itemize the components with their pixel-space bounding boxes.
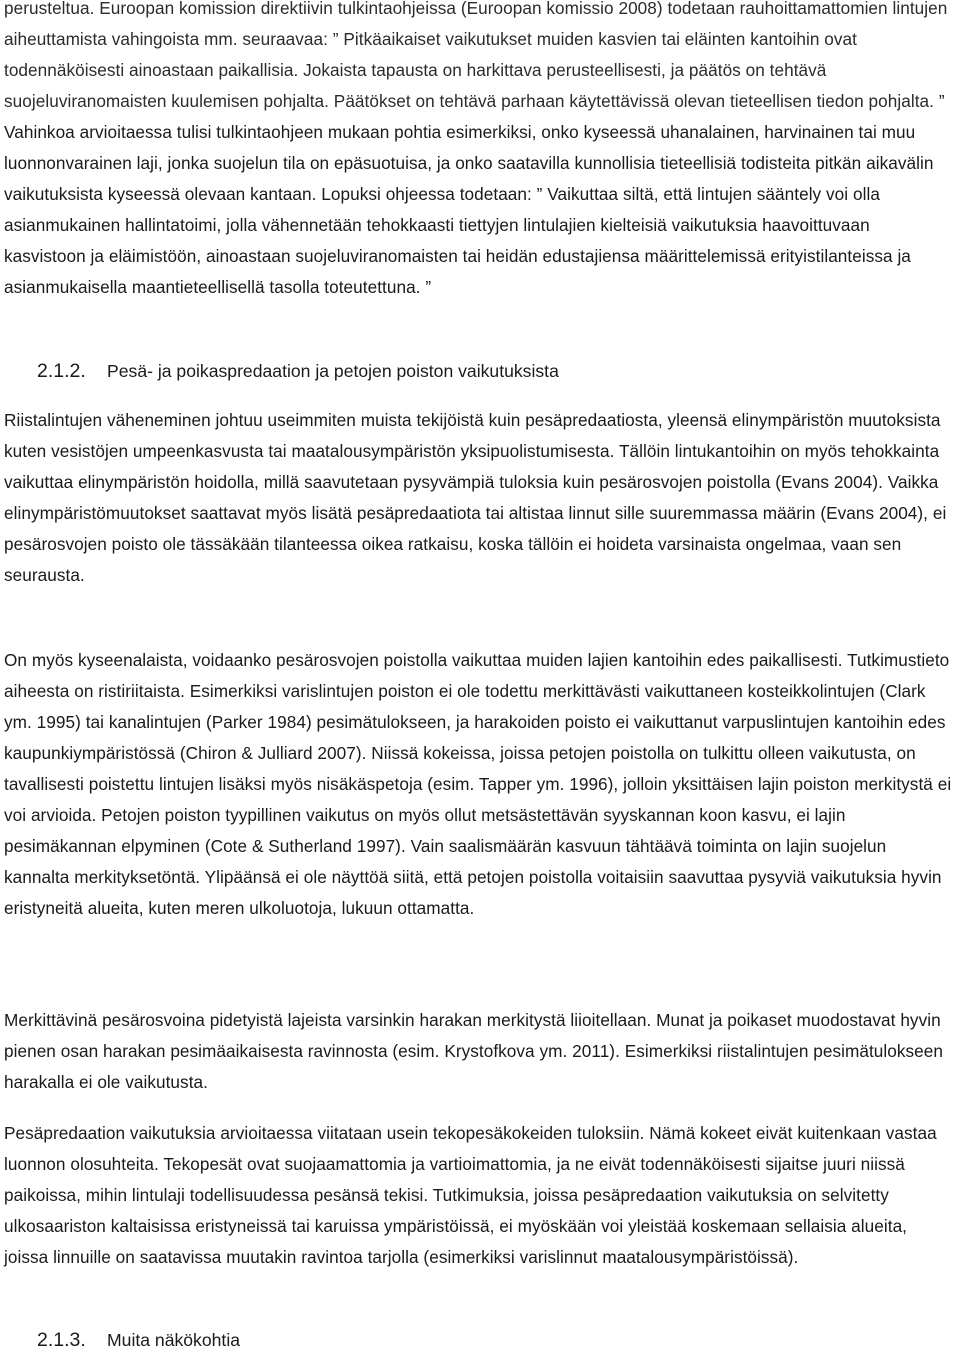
section-title: Muita näkökohtia bbox=[107, 1330, 241, 1350]
section-heading-other-aspects bbox=[37, 1325, 240, 1356]
paragraph-artificial-nest-experiments: Pesäpredaation vaikutuksia arvioitaessa viitataan usein tekopesäkokeiden tuloksiin. Nämä kokeet eivät kuitenkaan vastaa luonnon olosuhteita. Tekopesät ovat suojaamattomia ja vartioimattomia, ja ne eivät todennäköisesti sijaitse juuri niissä paikoissa, mihin lintulaji todellisuudessa pesänsä tekisi. Tutkimuksia, joissa pesäpredaation vaikutuksia on selvitetty ulkosaariston kaltaisissa eristyneissä tai karuissa ympäristöissä, ei myöskään voi yleistää koskemaan sellaisia alueita, joissa linnuille on saatavissa muutakin ravintoa tarjolla (esimerkiksi varislinnut maatalousympäristöissä). bbox=[4, 1123, 937, 1267]
paragraph-directive-guidance-part-a: perusteltua. Euroopan komission direktiivin tulkintaohjeissa (Euroopan komissio 2008) todetaan rauhoittamattomien lintujen aiheuttamista vahingoista mm. seuraavaa: ” Pitkäaikaiset vaikutukset muiden kasvien tai eläinten kantoihin ovat todennäköisesti ainoastaan paikallisia. Jokaista tapausta on harkittava perusteellisesti, ja päätös on tehtävä suojeluviranomaisten kuulemisen pohjalta. Päätökset on tehtävä parhaan käytettävissä olevan tieteellisen tiedon pohjalta. bbox=[4, 0, 948, 111]
section-heading-nest-predation bbox=[37, 356, 559, 387]
section-number: 2.1.3. bbox=[37, 1329, 86, 1351]
paragraph-magpie-significance: Merkittävinä pesärosvoina pidetyistä lajeista varsinkin harakan merkitystä liioitellaan. Munat ja poikaset muodostavat hyvin pienen osan harakan pesimäaikaisesta ravinnosta (esim. Krystofkova ym. 2011). Esimerkiksi riistalintujen pesimätulokseen harakalla ei ole vaikutusta. bbox=[4, 1010, 944, 1092]
paragraph-predator-removal-effects: On myös kyseenalaista, voidaanko pesärosvojen poistolla vaikuttaa muiden lajien kantoihin edes paikallisesti. Tutkimustieto aiheesta on ristiriitaista. Esimerkiksi varislintujen poiston ei ole todettu merkittävästi vaikuttaneen kosteikkolintujen (Clark ym. 1995) tai kanalintujen (Parker 1984) pesimätulokseen, ja harakoiden poisto ei vaikuttanut varpuslintujen kantoihin edes kaupunkiympäristössä (Chiron & Julliard 2007). Niissä kokeissa, joissa petojen poistolla on tulkittu olleen vaikutusta, on tavallisesti poistettu lintujen lisäksi myös nisäkäspetoja (esim. Tapper ym. 1996), jolloin yksittäisen lajin poiston merkitystä ei voi arvioida. Petojen poiston tyypillinen vaikutus on myös ollut metsästettävän syyskannan koon kasvu, ei lajin pesimäkannan elpyminen (Cote & Sutherland 1997). Vain saalismäärän kasvuun tähtäävä toiminta on lajin suojelun kannalta merkityksetöntä. Ylipäänsä ei ole näyttöä siitä, että petojen poistolla voitaisiin saavuttaa pysyviä vaikutuksia hyvin eristyneitä alueita, kuten meren ulkoluotoja, lukuun ottamatta. bbox=[4, 650, 952, 918]
section-number: 2.1.2. bbox=[37, 360, 86, 382]
paragraph-game-bird-decline: Riistalintujen väheneminen johtuu useimmiten muista tekijöistä kuin pesäpredaatiosta, yleensä elinympäristön muutoksista kuten vesistöjen umpeenkasvusta tai maatalousympäristön yksipuolistumisesta. Tällöin lintukantoihin on myös tehokkainta vaikuttaa elinympäristön hoidolla, millä saavutetaan pysyvämpiä tuloksia kuin pesärosvojen poistolla (Evans 2004). Vaikka elinympäristömuutokset saattavat myös lisätä pesäpredaatiota tai altistaa linnut sille suuremmassa määrin (Evans 2004), ei pesärosvojen poisto ole tässäkään tilanteessa oikea ratkaisu, koska tällöin ei hoideta varsinaista ongelmaa, vaan sen seurausta. bbox=[4, 410, 947, 585]
paragraph-directive-guidance bbox=[4, 0, 956, 303]
section-title: Pesä- ja poikaspredaation ja petojen poiston vaikutuksista bbox=[107, 361, 559, 381]
paragraph-directive-guidance-part-b: ” Vahinkoa arvioitaessa tulisi tulkintaohjeen mukaan pohtia esimerkiksi, onko kyseessä uhanalainen, harvinainen tai muu luonnonvarainen laji, jonka suojelun tila on epäsuotuisa, ja onko saatavilla kunnollisia tieteellisiä todisteita pitkän aikavälin vaikutuksista kyseessä olevaan kantaan. Lopuksi ohjeessa todetaan: ” Vaikuttaa siltä, että lintujen sääntely voi olla asianmukainen hallintatoimi, jolla vähennetään tehokkaasti tiettyjen lintulajien kielteisiä vaikutuksia haavoittuvaan kasvistoon ja eläimistöön, ainoastaan suojeluviranomaisten tai heidän edustajiensa määrittelemissä erityistilanteissa ja asianmukaisella maantieteellisellä tasolla toteutettuna. ” bbox=[4, 91, 945, 297]
